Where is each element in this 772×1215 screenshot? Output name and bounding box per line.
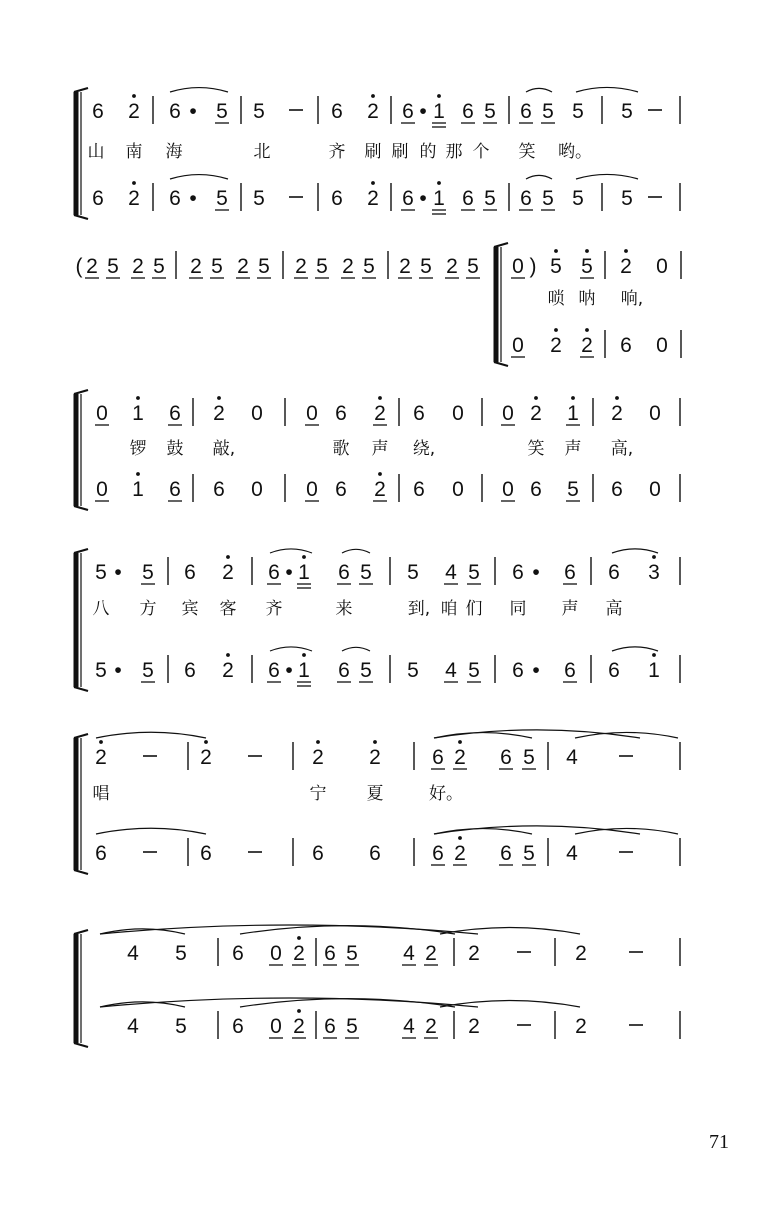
octave-dot <box>99 740 103 744</box>
note-digit: 5 <box>95 561 107 584</box>
note-digit: 5 <box>360 561 372 584</box>
note-digit: 3 <box>648 561 660 584</box>
note-digit: 6 <box>611 478 623 501</box>
note-digit: 5 <box>420 255 432 278</box>
note-digit: 2 <box>446 255 458 278</box>
slur-arc <box>612 647 658 651</box>
note-digit: 6 <box>324 942 336 965</box>
lyric-char: 敲, <box>212 439 236 459</box>
octave-dot <box>302 555 306 559</box>
note-digit: 5 <box>567 478 579 501</box>
page-number: 71 <box>709 1131 729 1153</box>
note-digit: 5 <box>468 659 480 682</box>
note-digit: 4 <box>445 659 457 682</box>
note-digit: 2 <box>237 255 249 278</box>
note-digit: 2 <box>425 942 437 965</box>
note-digit: 2 <box>295 255 307 278</box>
lyric-char: 山 <box>87 142 105 162</box>
octave-dot <box>302 653 306 657</box>
bracket-hook <box>74 870 88 874</box>
octave-dot <box>585 328 589 332</box>
lyric-char: 刷 <box>391 142 409 162</box>
note-digit: 5 <box>216 100 228 123</box>
octave-dot <box>297 1009 301 1013</box>
note-digit: 6 <box>413 402 425 425</box>
note-digit: 6 <box>608 561 620 584</box>
lyric-char: 方 <box>139 599 157 619</box>
lyric-char: 们 <box>465 599 483 619</box>
note-digit: 1 <box>648 659 660 682</box>
lyric-char: 声 <box>564 439 582 459</box>
note-digit: 4 <box>445 561 457 584</box>
lyric-char: 的 <box>419 142 437 162</box>
bracket-hook <box>74 734 88 738</box>
note-digit: 6 <box>432 842 444 865</box>
note-digit: 5 <box>542 187 554 210</box>
note-digit: 6 <box>402 187 414 210</box>
octave-dot <box>378 396 382 400</box>
note-digit: 6 <box>520 187 532 210</box>
slur-arc <box>575 732 678 738</box>
dot-mark: • <box>285 561 293 584</box>
note-digit: 5 <box>621 100 633 123</box>
lyric-char: 刷 <box>364 142 382 162</box>
dot-mark: • <box>189 100 197 123</box>
octave-dot <box>534 396 538 400</box>
dot-mark: • <box>419 187 427 210</box>
note-digit: 5 <box>153 255 165 278</box>
note-digit: 0 <box>96 402 108 425</box>
dot-mark: • <box>285 659 293 682</box>
lyric-char: 齐 <box>328 142 346 162</box>
note-digit: 0 <box>251 402 263 425</box>
octave-dot <box>371 94 375 98</box>
note-digit: 0 <box>649 478 661 501</box>
lyric-char: 绕, <box>412 439 436 459</box>
note-digit: 0 <box>656 255 668 278</box>
note-digit: 4 <box>127 1015 139 1038</box>
note-digit: 6 <box>92 187 104 210</box>
note-digit: 2 <box>550 334 562 357</box>
note-digit: 6 <box>200 842 212 865</box>
octave-dot <box>437 94 441 98</box>
note-digit: 6 <box>169 187 181 210</box>
lyric-char: 齐 <box>265 599 283 619</box>
note-digit: 2 <box>86 255 98 278</box>
octave-dot <box>316 740 320 744</box>
note-digit: 5 <box>581 255 593 278</box>
note-digit: 6 <box>564 561 576 584</box>
note-digit: 2 <box>222 561 234 584</box>
slur-arc <box>526 88 552 92</box>
slur-arc <box>270 549 312 553</box>
note-digit: 0 <box>512 255 524 278</box>
note-digit: 6 <box>268 659 280 682</box>
lyric-char: 宁 <box>309 784 327 804</box>
octave-dot <box>652 555 656 559</box>
lyric-char: 好。 <box>429 784 463 804</box>
slur-arc <box>575 828 678 834</box>
bracket-hook <box>74 1043 88 1047</box>
slur-arc <box>612 549 658 553</box>
octave-dot <box>132 94 136 98</box>
note-digit: 5 <box>175 942 187 965</box>
note-digit: 5 <box>572 187 584 210</box>
note-digit: 2 <box>95 746 107 769</box>
note-digit: 1 <box>433 100 445 123</box>
note-digit: 2 <box>213 402 225 425</box>
note-digit: 5 <box>542 100 554 123</box>
note-digit: 6 <box>620 334 632 357</box>
octave-dot <box>217 396 221 400</box>
note-digit: 0 <box>649 402 661 425</box>
note-digit: 4 <box>127 942 139 965</box>
octave-dot <box>136 472 140 476</box>
note-digit: 2 <box>374 402 386 425</box>
note-digit: 5 <box>95 659 107 682</box>
jianpu-score <box>74 87 681 1047</box>
note-digit: 6 <box>169 100 181 123</box>
bracket-hook <box>494 362 508 366</box>
note-digit: 6 <box>268 561 280 584</box>
note-digit: 0 <box>306 402 318 425</box>
note-digit: 6 <box>520 100 532 123</box>
slur-arc <box>240 999 455 1007</box>
slur-arc <box>342 549 370 553</box>
note-digit: 2 <box>369 746 381 769</box>
note-digit: 6 <box>608 659 620 682</box>
lyric-char: 唱 <box>92 784 110 804</box>
slur-arc <box>96 828 206 834</box>
paren-mark: ) <box>529 255 537 278</box>
slur-arc <box>434 826 640 834</box>
note-digit: 5 <box>467 255 479 278</box>
lyric-char: 高, <box>610 439 634 459</box>
note-digit: 6 <box>232 1015 244 1038</box>
note-digit: 6 <box>338 659 350 682</box>
lyric-char: 那 <box>445 142 463 162</box>
note-digit: 5 <box>523 842 535 865</box>
octave-dot <box>615 396 619 400</box>
note-digit: 2 <box>367 187 379 210</box>
note-digit: 5 <box>550 255 562 278</box>
note-digit: 5 <box>346 1015 358 1038</box>
note-digit: 2 <box>132 255 144 278</box>
note-digit: 6 <box>92 100 104 123</box>
note-digit: 2 <box>468 1015 480 1038</box>
note-digit: 2 <box>128 187 140 210</box>
note-digit: 5 <box>468 561 480 584</box>
bracket-hook <box>494 243 508 247</box>
slur-arc <box>96 732 206 738</box>
note-digit: 2 <box>530 402 542 425</box>
note-digit: 6 <box>512 561 524 584</box>
lyric-char: 笑 <box>527 439 545 459</box>
octave-dot <box>373 740 377 744</box>
lyric-char: 声 <box>371 439 389 459</box>
note-digit: 1 <box>567 402 579 425</box>
note-digit: 6 <box>369 842 381 865</box>
note-digit: 2 <box>342 255 354 278</box>
note-digit: 2 <box>575 942 587 965</box>
lyric-char: 同 <box>509 599 527 619</box>
note-digit: 6 <box>169 478 181 501</box>
note-digit: 6 <box>338 561 350 584</box>
lyric-char: 笑 <box>518 142 536 162</box>
octave-dot <box>226 653 230 657</box>
bracket-hook <box>74 549 88 553</box>
octave-dot <box>571 396 575 400</box>
note-digit: 0 <box>512 334 524 357</box>
note-digit: 5 <box>107 255 119 278</box>
slur-arc <box>434 730 640 738</box>
note-digit: 2 <box>454 746 466 769</box>
lyric-char: 客 <box>219 599 237 619</box>
octave-dot <box>554 249 558 253</box>
note-digit: 2 <box>200 746 212 769</box>
lyric-char: 响, <box>620 289 644 309</box>
octave-dot <box>132 181 136 185</box>
lyric-char: 唢 <box>547 289 565 309</box>
note-digit: 6 <box>413 478 425 501</box>
lyric-char: 宾 <box>181 599 199 619</box>
lyric-char: 个 <box>472 142 490 162</box>
note-digit: 2 <box>620 255 632 278</box>
note-digit: 2 <box>611 402 623 425</box>
bracket-hook <box>74 88 88 92</box>
lyric-char: 鼓 <box>166 439 184 459</box>
note-digit: 6 <box>530 478 542 501</box>
note-digit: 2 <box>128 100 140 123</box>
lyric-char: 海 <box>165 142 183 162</box>
note-digit: 4 <box>403 1015 415 1038</box>
dot-mark: • <box>114 561 122 584</box>
note-digit: 6 <box>324 1015 336 1038</box>
note-digit: 6 <box>402 100 414 123</box>
note-digit: 6 <box>432 746 444 769</box>
note-digit: 6 <box>500 746 512 769</box>
note-digit: 0 <box>452 402 464 425</box>
lyric-char: 来 <box>335 599 353 619</box>
note-digit: 6 <box>213 478 225 501</box>
note-digit: 0 <box>656 334 668 357</box>
note-digit: 6 <box>462 187 474 210</box>
note-digit: 5 <box>258 255 270 278</box>
note-digit: 6 <box>462 100 474 123</box>
note-digit: 2 <box>581 334 593 357</box>
paren-mark: ( <box>75 255 83 278</box>
dot-mark: • <box>532 659 540 682</box>
note-digit: 5 <box>142 561 154 584</box>
note-digit: 6 <box>312 842 324 865</box>
note-digit: 0 <box>306 478 318 501</box>
note-digit: 4 <box>566 746 578 769</box>
bracket-hook <box>74 687 88 691</box>
lyric-char: 声 <box>561 599 579 619</box>
slur-arc <box>342 647 370 651</box>
note-digit: 5 <box>211 255 223 278</box>
note-digit: 6 <box>500 842 512 865</box>
dot-mark: • <box>114 659 122 682</box>
note-digit: 6 <box>232 942 244 965</box>
lyric-char: 咱 <box>440 599 458 619</box>
slur-arc <box>576 87 638 92</box>
note-digit: 2 <box>575 1015 587 1038</box>
note-digit: 1 <box>298 659 310 682</box>
note-digit: 6 <box>335 402 347 425</box>
octave-dot <box>624 249 628 253</box>
note-digit: 2 <box>367 100 379 123</box>
note-digit: 5 <box>621 187 633 210</box>
note-digit: 6 <box>331 100 343 123</box>
note-digit: 5 <box>360 659 372 682</box>
note-digit: 2 <box>425 1015 437 1038</box>
octave-dot <box>458 836 462 840</box>
note-digit: 5 <box>175 1015 187 1038</box>
octave-dot <box>437 181 441 185</box>
note-digit: 0 <box>251 478 263 501</box>
octave-dot <box>585 249 589 253</box>
note-digit: 6 <box>184 659 196 682</box>
note-digit: 5 <box>407 659 419 682</box>
lyric-char: 锣 <box>129 439 147 459</box>
note-digit: 6 <box>169 402 181 425</box>
note-digit: 2 <box>454 842 466 865</box>
note-digit: 6 <box>331 187 343 210</box>
bracket-hook <box>74 506 88 510</box>
note-digit: 5 <box>253 100 265 123</box>
note-digit: 2 <box>293 1015 305 1038</box>
slur-arc <box>576 174 638 179</box>
note-digit: 2 <box>222 659 234 682</box>
dot-mark: • <box>189 187 197 210</box>
bracket-hook <box>74 930 88 934</box>
octave-dot <box>226 555 230 559</box>
lyric-char: 南 <box>125 142 143 162</box>
lyric-char: 哟。 <box>558 142 592 162</box>
note-digit: 6 <box>564 659 576 682</box>
note-digit: 1 <box>132 402 144 425</box>
note-digit: 5 <box>572 100 584 123</box>
note-digit: 5 <box>316 255 328 278</box>
lyric-char: 北 <box>253 142 271 162</box>
slur-arc <box>270 647 312 651</box>
note-digit: 5 <box>523 746 535 769</box>
dot-mark: • <box>532 561 540 584</box>
octave-dot <box>297 936 301 940</box>
slur-arc <box>526 175 552 179</box>
note-digit: 2 <box>312 746 324 769</box>
note-digit: 2 <box>399 255 411 278</box>
bracket-hook <box>74 390 88 394</box>
note-digit: 2 <box>190 255 202 278</box>
note-digit: 0 <box>452 478 464 501</box>
note-digit: 5 <box>346 942 358 965</box>
lyric-char: 夏 <box>366 784 384 804</box>
note-digit: 5 <box>216 187 228 210</box>
note-digit: 6 <box>335 478 347 501</box>
note-digit: 1 <box>433 187 445 210</box>
note-digit: 5 <box>253 187 265 210</box>
note-digit: 0 <box>270 942 282 965</box>
note-digit: 6 <box>95 842 107 865</box>
octave-dot <box>652 653 656 657</box>
lyric-char: 呐 <box>578 289 596 309</box>
note-digit: 5 <box>142 659 154 682</box>
octave-dot <box>458 740 462 744</box>
note-digit: 4 <box>403 942 415 965</box>
note-digit: 5 <box>484 187 496 210</box>
lyric-char: 八 <box>92 599 110 619</box>
note-digit: 1 <box>298 561 310 584</box>
note-digit: 5 <box>407 561 419 584</box>
note-digit: 5 <box>484 100 496 123</box>
note-digit: 0 <box>270 1015 282 1038</box>
note-digit: 2 <box>374 478 386 501</box>
octave-dot <box>371 181 375 185</box>
lyric-char: 到, <box>407 599 431 619</box>
lyric-char: 高 <box>605 599 623 619</box>
slur-arc <box>170 88 228 92</box>
note-digit: 6 <box>512 659 524 682</box>
dot-mark: • <box>419 100 427 123</box>
octave-dot <box>554 328 558 332</box>
slur-arc <box>170 175 228 179</box>
octave-dot <box>378 472 382 476</box>
note-digit: 6 <box>184 561 196 584</box>
note-digit: 0 <box>502 478 514 501</box>
note-digit: 0 <box>96 478 108 501</box>
note-digit: 0 <box>502 402 514 425</box>
note-digit: 1 <box>132 478 144 501</box>
octave-dot <box>136 396 140 400</box>
note-digit: 2 <box>468 942 480 965</box>
octave-dot <box>204 740 208 744</box>
lyric-char: 歌 <box>332 439 350 459</box>
slur-arc <box>240 926 455 934</box>
note-digit: 5 <box>363 255 375 278</box>
note-digit: 2 <box>293 942 305 965</box>
bracket-hook <box>74 215 88 219</box>
note-digit: 4 <box>566 842 578 865</box>
